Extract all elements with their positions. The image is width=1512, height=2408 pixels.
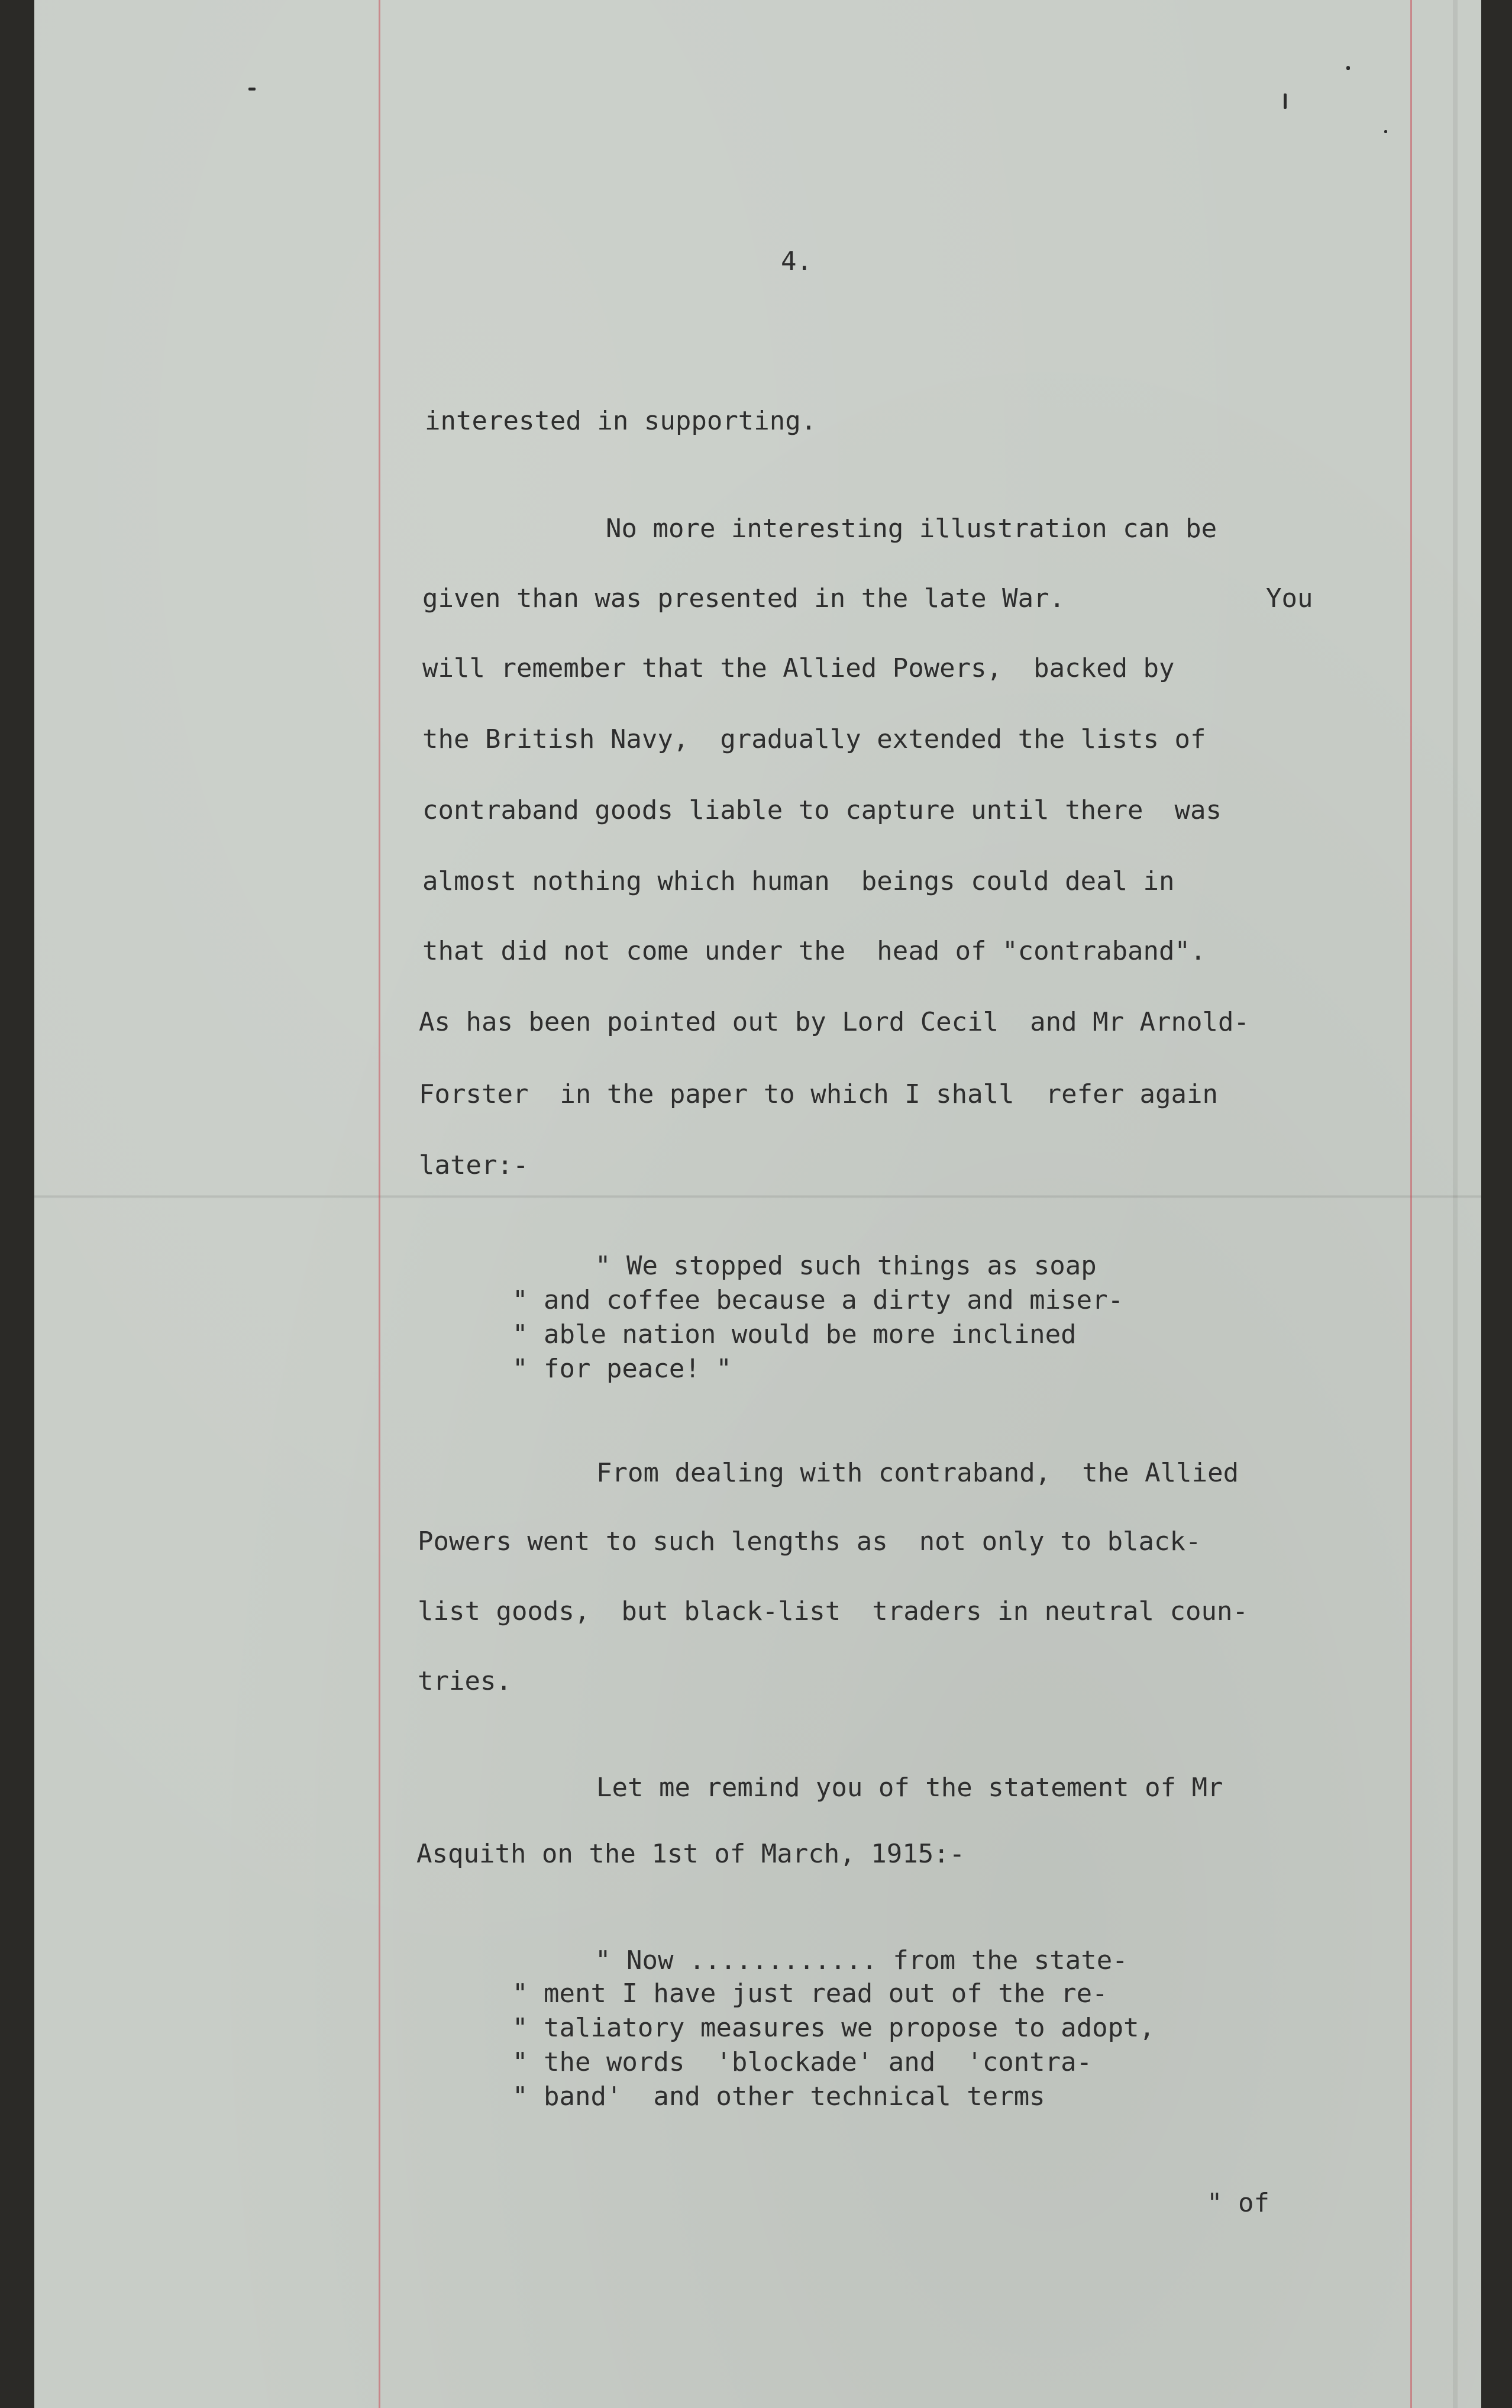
quote-line: " We stopped such things as soap [595,1251,1097,1281]
ink-speck [1346,66,1350,70]
body-line: contraband goods liable to capture until there was [422,795,1222,825]
quote-line: " ment I have just read out of the re- [512,1978,1108,2009]
ink-speck [1384,130,1387,133]
body-line: almost nothing which human beings could deal in [422,866,1175,896]
paper-fold [34,1195,1481,1199]
quote-line: " and coffee because a dirty and miser- [512,1285,1124,1315]
body-line: list goods, but black-list traders in neutral coun- [418,1596,1248,1626]
body-line: From dealing with contraband, the Allied [596,1458,1239,1488]
body-line: will remember that the Allied Powers, backed by [422,653,1175,683]
body-line: No more interesting illustration can be [606,514,1217,544]
body-line: Asquith on the 1st of March, 1915:- [416,1839,965,1869]
left-margin-line [379,0,380,2408]
document-page [34,0,1481,2408]
body-line: later:- [419,1150,529,1180]
body-line: Forster in the paper to which I shall refer again [419,1079,1219,1109]
catchword: " of [1207,2188,1269,2218]
quote-line: " able nation would be more inclined [512,1319,1077,1350]
body-line: Powers went to such lengths as not only to black- [418,1526,1201,1557]
quote-line: " Now ............ from the state- [595,1945,1128,1976]
right-margin-line [1410,0,1412,2408]
body-line: interested in supporting. [425,406,817,436]
body-line: tries. [418,1666,512,1696]
body-line: the British Navy, gradually extended the lists of [422,724,1206,754]
body-line: given than was presented in the late War. [422,583,1065,614]
quote-line: " taliatory measures we propose to adopt, [512,2013,1155,2043]
body-line: As has been pointed out by Lord Cecil and Mr Arnold- [419,1007,1249,1037]
quote-line: " for peace! " [512,1354,732,1384]
quote-line: " the words 'blockade' and 'contra- [512,2047,1093,2077]
body-line: You [1266,583,1313,614]
page-number: 4. [781,246,812,276]
ink-speck [248,88,256,91]
ink-speck [1284,93,1287,109]
quote-line: " band' and other technical terms [512,2081,1045,2112]
paper-edge-shadow [1453,0,1458,2408]
body-line: Let me remind you of the statement of Mr [596,1773,1223,1803]
body-line: that did not come under the head of "contraband". [422,936,1206,966]
